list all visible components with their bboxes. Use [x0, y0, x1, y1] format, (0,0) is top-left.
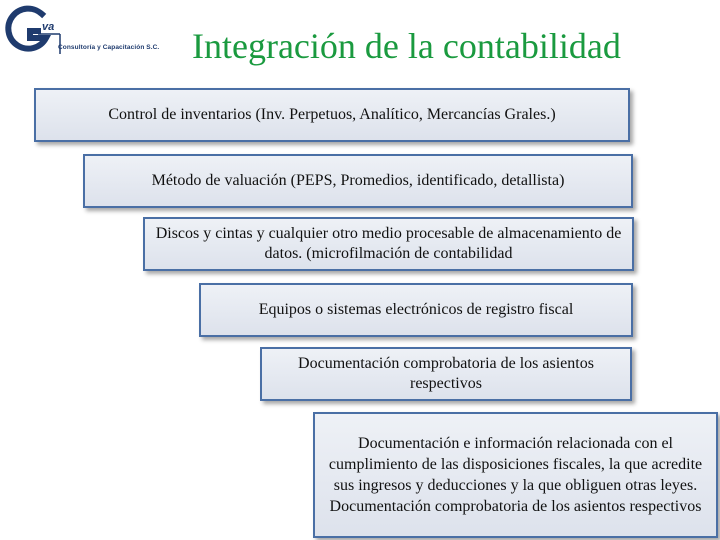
gva-logo-icon	[2, 4, 62, 56]
company-logo	[2, 4, 172, 60]
step-box-fiscal-compliance-documentation: Documentación e información relacionada con el cumplimiento de las disposiciones fiscales, la que acredite sus ingresos y deducciones y la que obliguen otras leyes. Documentación comprobatoria de los asientos respectivos	[313, 412, 718, 538]
step-box-fiscal-register-equipment: Equipos o sistemas electrónicos de registro fiscal	[199, 283, 633, 337]
page-title: Integración de la contabilidad	[192, 26, 621, 66]
svg-text:va: va	[42, 21, 55, 33]
logo-caption: Consultoría y Capacitación S.C.	[58, 44, 160, 51]
step-box-inventory-control: Control de inventarios (Inv. Perpetuos, Analítico, Mercancías Grales.)	[34, 88, 630, 142]
step-box-storage-media: Discos y cintas y cualquier otro medio procesable de almacenamiento de datos. (microfilmación de contabilidad	[143, 217, 634, 271]
step-box-valuation-method: Método de valuación (PEPS, Promedios, identificado, detallista)	[83, 154, 633, 208]
step-box-supporting-documentation: Documentación comprobatoria de los asientos respectivos	[260, 347, 632, 401]
